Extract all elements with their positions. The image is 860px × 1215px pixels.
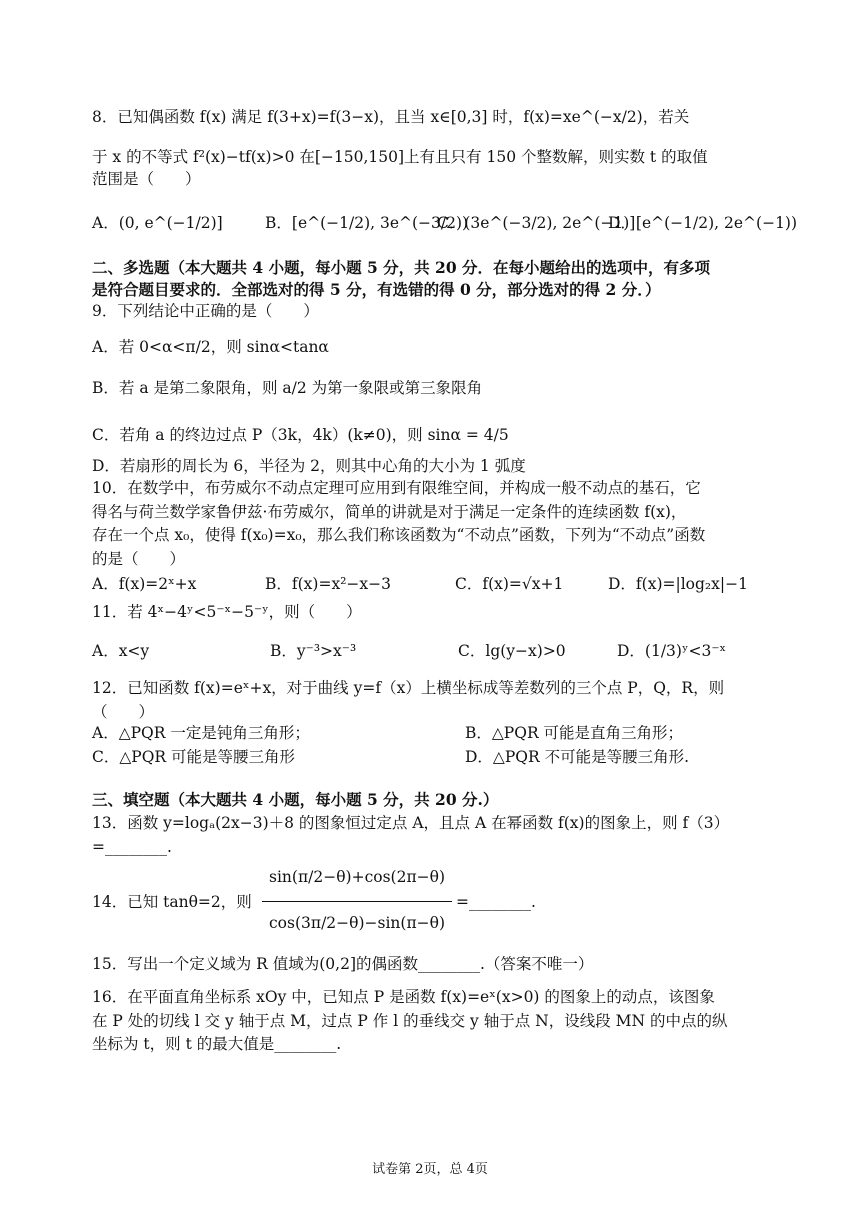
q10-option-c: C．f(x)=√x+1: [455, 575, 564, 593]
q9-option-b: B．若 a 是第二象限角，则 a/2 为第一象限或第三象限角: [92, 379, 483, 397]
q11-option-d: D．(1/3)ʸ<3⁻ˣ: [617, 642, 727, 660]
q11-option-c: C．lg(y−x)>0: [458, 642, 566, 660]
q8-option-a: A．(0, e^(−1/2)]: [92, 214, 223, 232]
q8-option-b: B．[e^(−1/2), 3e^(−3/2)): [265, 214, 469, 232]
q12-option-b: B．△PQR 可能是直角三角形；: [465, 724, 684, 742]
q8-option-c: C．(3e^(−3/2), 2e^(−1)]: [437, 214, 636, 232]
q10-line-4: 的是（ ）: [92, 550, 186, 568]
q10-line-3: 存在一个点 x₀，使得 f(x₀)=x₀，那么我们称该函数为“不动点”函数，下列为“不动点”函数: [92, 526, 706, 544]
q8-line-3: 范围是（ ）: [92, 170, 201, 188]
q8-line-1: 8．已知偶函数 f(x) 满足 f(3+x)=f(3−x)，且当 x∈[0,3] 时，f(x)=xe^(−x/2)，若关: [92, 108, 690, 126]
section-2-heading-line-1: 二、多选题（本大题共 4 小题，每小题 5 分，共 20 分．在每小题给出的选项中，有多项: [92, 258, 711, 277]
q11-option-b: B．y⁻³>x⁻³: [270, 642, 357, 660]
q9-option-d: D．若扇形的周长为 6，半径为 2，则其中心角的大小为 1 弧度: [92, 457, 526, 475]
q11-option-a: A．x<y: [92, 642, 150, 660]
q10-line-2: 得名与荷兰数学家鲁伊兹·布劳威尔，简单的讲就是对于满足一定条件的连续函数 f(x)，: [92, 503, 687, 521]
q12-option-a: A．△PQR 一定是钝角三角形；: [92, 724, 310, 742]
q10-option-b: B．f(x)=x²−x−3: [265, 575, 391, 593]
q14-suffix: =________.: [456, 893, 536, 911]
q9-option-c: C．若角 a 的终边过点 P（3k，4k）(k≠0)，则 sinα = 4/5: [92, 426, 509, 444]
q14-numerator: sin(π/2−θ)+cos(2π−θ): [269, 868, 445, 886]
q10-option-d: D．f(x)=|log₂x|−1: [608, 575, 748, 593]
q14-prefix: 14．已知 tanθ=2，则: [92, 893, 252, 911]
q16-line-2: 在 P 处的切线 l 交 y 轴于点 M，过点 P 作 l 的垂线交 y 轴于点 N，设线段 MN 的中点的纵: [92, 1012, 728, 1030]
section-2-heading-line-2: 是符合题目要求的．全部选对的得 5 分，有选错的得 0 分，部分选对的得 2 分．）: [92, 280, 661, 299]
page-footer: 试卷第 2页，总 4页: [372, 1162, 488, 1177]
q16-line-3: 坐标为 t，则 t 的最大值是________.: [92, 1035, 342, 1053]
q14-fraction-bar: [262, 901, 452, 902]
q13-line-1: 13．函数 y=logₐ(2x−3)＋8 的图象恒过定点 A，且点 A 在幂函数 f(x)的图象上，则 f（3）: [92, 814, 730, 832]
q15-text: 15．写出一个定义域为 R 值域为(0,2]的偶函数________.（答案不唯一）: [92, 955, 594, 973]
q9-stem: 9．下列结论中正确的是（ ）: [92, 302, 319, 320]
q12-option-d: D．△PQR 不可能是等腰三角形.: [465, 748, 690, 766]
q14-denominator: cos(3π/2−θ)−sin(π−θ): [269, 914, 445, 932]
q8-option-d: D．[e^(−1/2), 2e^(−1)): [608, 214, 798, 232]
q10-option-a: A．f(x)=2ˣ+x: [92, 575, 197, 593]
q9-option-a: A．若 0<α<π/2，则 sinα<tanα: [92, 338, 329, 356]
q11-stem: 11．若 4ˣ−4ʸ<5⁻ˣ−5⁻ʸ，则（ ）: [92, 603, 362, 621]
q12-line-1: 12．已知函数 f(x)=eˣ+x，对于曲线 y=f（x）上横坐标成等差数列的三个点 P，Q，R，则: [92, 679, 725, 697]
q12-option-c: C．△PQR 可能是等腰三角形: [92, 748, 296, 766]
q10-line-1: 10．在数学中，布劳威尔不动点定理可应用到有限维空间，并构成一般不动点的基石，它: [92, 479, 701, 497]
q16-line-1: 16．在平面直角坐标系 xOy 中，已知点 P 是函数 f(x)=eˣ(x>0) 的图象上的动点，该图象: [92, 988, 715, 1006]
section-3-heading: 三、填空题（本大题共 4 小题，每小题 5 分，共 20 分.）: [92, 790, 499, 809]
q8-line-2: 于 x 的不等式 f²(x)−tf(x)>0 在[−150,150]上有且只有 150 个整数解，则实数 t 的取值: [92, 148, 708, 166]
q13-line-2: =________.: [92, 838, 172, 856]
q12-line-2: （ ）: [92, 703, 155, 721]
